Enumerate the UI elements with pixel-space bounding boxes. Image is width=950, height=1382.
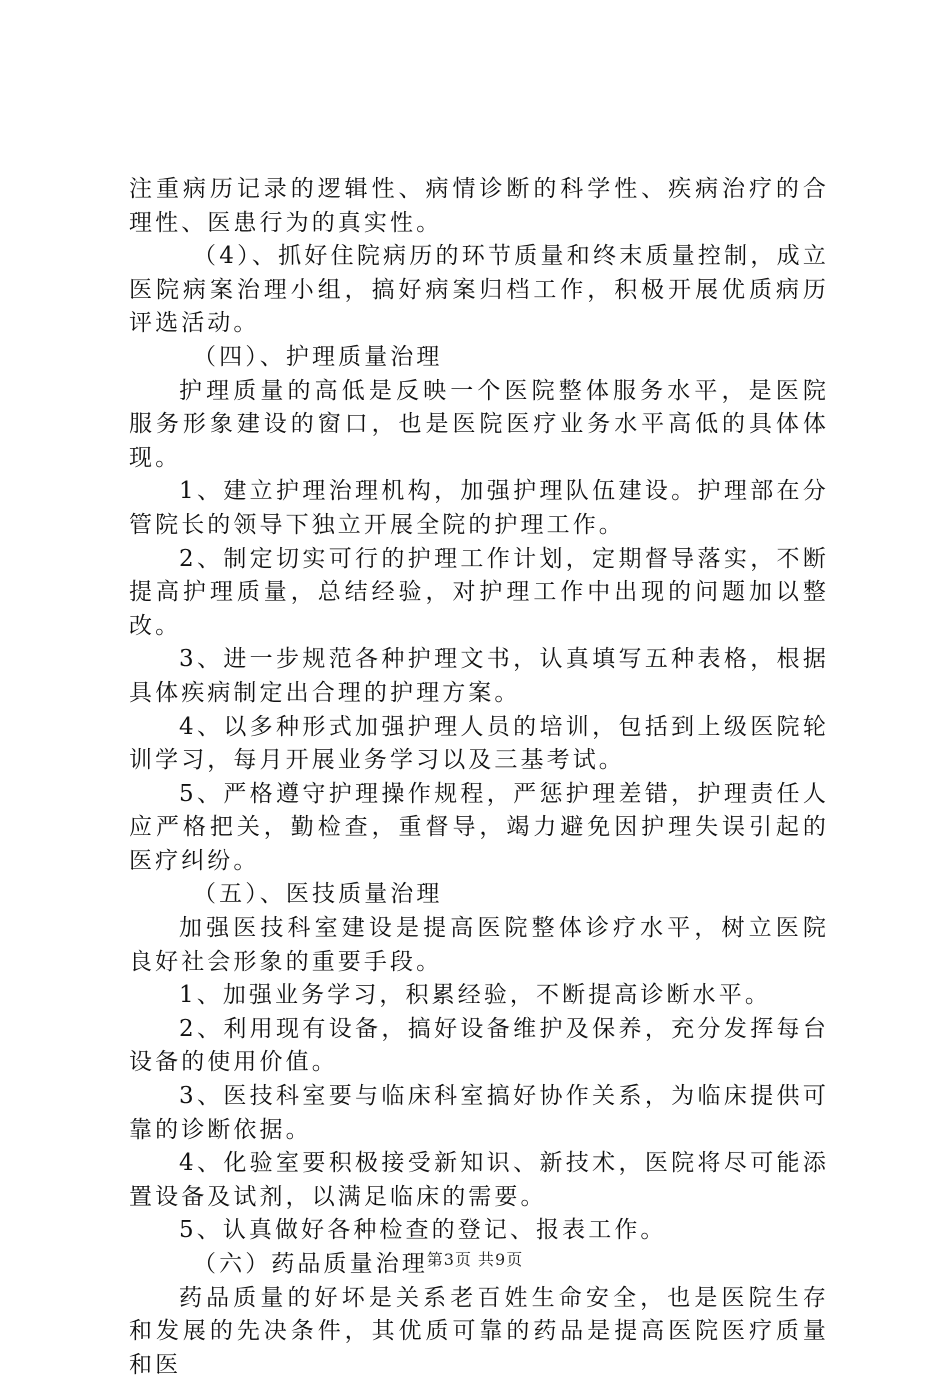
paragraph-nursing-4: 4、以多种形式加强护理人员的培训，包括到上级医院轮训学习，每月开展业务学习以及三基考试。 bbox=[129, 713, 829, 774]
paragraph-continuation: 注重病历记录的逻辑性、病情诊断的科学性、疾病治疗的合理性、医患行为的真实性。 bbox=[129, 176, 829, 236]
paragraph-nursing-intro: 护理质量的高低是反映一个医院整体服务水平，是医院服务形象建设的窗口，也是医院医疗业务水平高低的具体体现。 bbox=[129, 377, 829, 471]
paragraph-nursing-5: 5、严格遵守护理操作规程，严惩护理差错，护理责任人应严格把关，勤检查，重督导，竭力避免因护理失误引起的医疗纠纷。 bbox=[129, 780, 829, 874]
section-heading-medtech: （五）、医技质量治理 bbox=[193, 881, 443, 908]
page-number-footer: 第3页 共9页 bbox=[426, 1250, 524, 1269]
paragraph-medtech-5: 5、认真做好各种检查的登记、报表工作。 bbox=[179, 1217, 667, 1244]
paragraph-medtech-2: 2、利用现有设备，搞好设备维护及保养，充分发挥每台设备的使用价值。 bbox=[129, 1015, 829, 1076]
paragraph-medtech-4: 4、化验室要积极接受新知识、新技术，医院将尽可能添置设备及试剂，以满足临床的需要。 bbox=[129, 1150, 829, 1210]
paragraph-medtech-intro: 加强医技科室建设是提高医院整体诊疗水平，树立医院良好社会形象的重要手段。 bbox=[129, 915, 829, 975]
paragraph-medtech-1: 1、加强业务学习，积累经验，不断提高诊断水平。 bbox=[179, 982, 771, 1009]
paragraph-nursing-1: 1、建立护理治理机构，加强护理队伍建设。护理部在分管院长的领导下独立开展全院的护理工作。 bbox=[129, 478, 829, 538]
section-heading-nursing: （四）、护理质量治理 bbox=[193, 343, 443, 370]
section-heading-drug: （六）药品质量治理 bbox=[193, 1251, 428, 1277]
paragraph-drug-intro: 药品质量的好坏是关系老百姓生命安全，也是医院生存和发展的先决条件，其优质可靠的药品是提高医院医疗质量和医 bbox=[129, 1284, 829, 1378]
paragraph-medtech-3: 3、医技科室要与临床科室搞好协作关系，为临床提供可靠的诊断依据。 bbox=[129, 1083, 829, 1143]
paragraph-item-4: （4）、抓好住院病历的环节质量和终末质量控制，成立医院病案治理小组，搞好病案归档工作，积极开展优质病历评选活动。 bbox=[129, 243, 829, 337]
paragraph-nursing-3: 3、进一步规范各种护理文书，认真填写五种表格，根据具体疾病制定出合理的护理方案。 bbox=[129, 646, 829, 706]
document-body bbox=[129, 173, 829, 1382]
paragraph-nursing-2: 2、制定切实可行的护理工作计划，定期督导落实，不断提高护理质量，总结经验，对护理工作中出现的问题加以整改。 bbox=[129, 545, 829, 639]
